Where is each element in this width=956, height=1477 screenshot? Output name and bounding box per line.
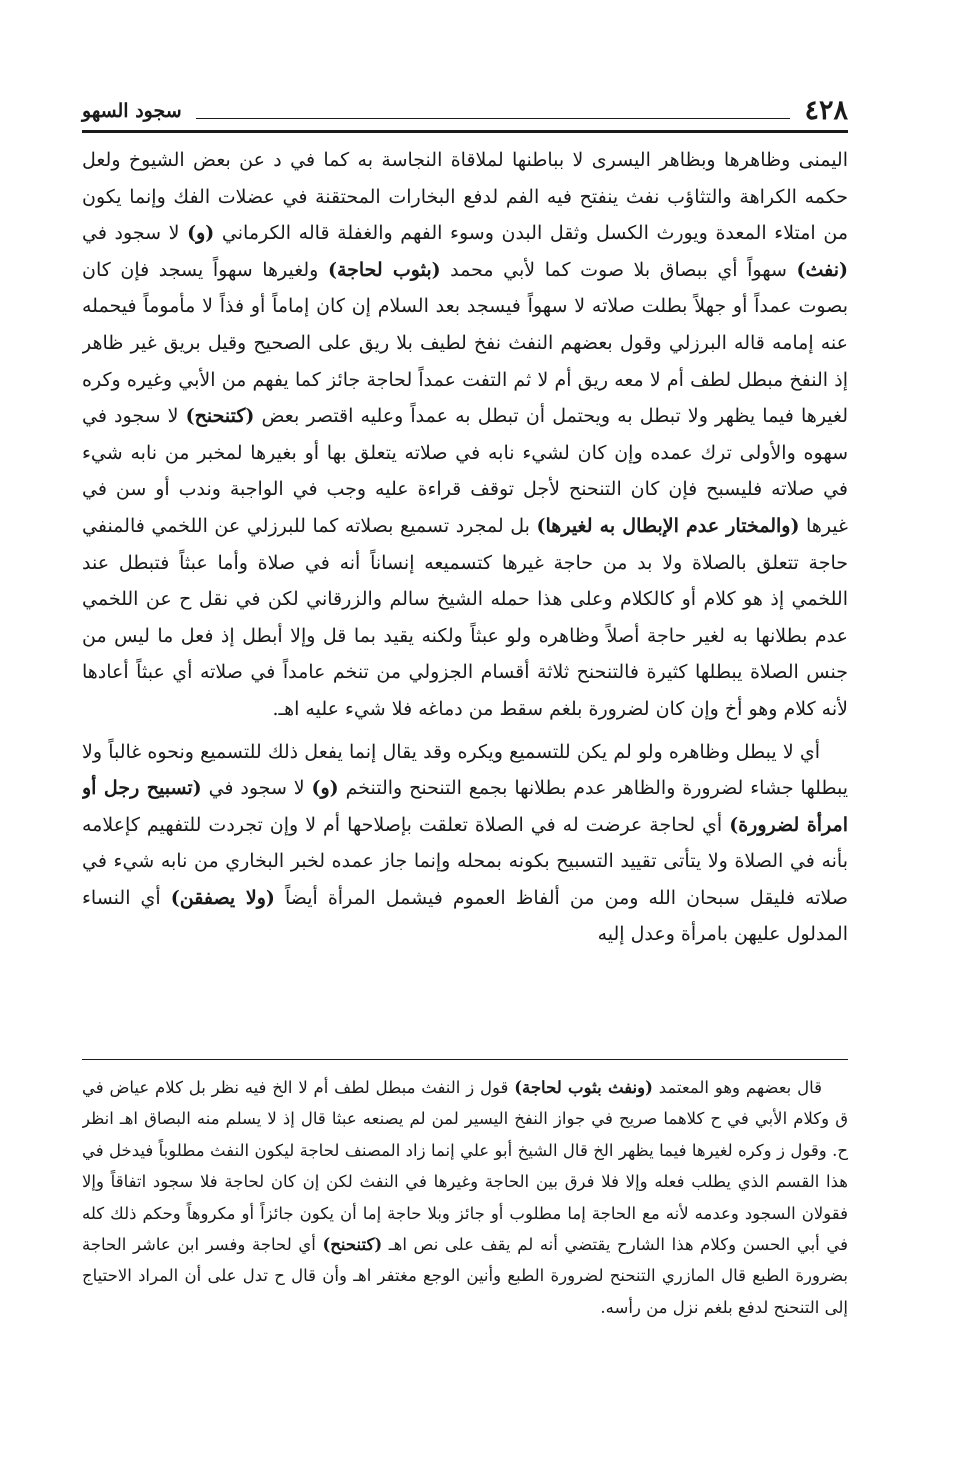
bold-term: (ونفث بثوب لحاجة) (514, 1078, 653, 1097)
paragraph-2 (82, 734, 848, 954)
text-run: أي لحاجة وفسر ابن عاشر الحاجة بضرورة الطبع قال المازري التنحنح لضرورة الطبع وأنين الوجع مغتفر اهـ وأن قال ح تدل على أن المراد الاحتياج إلى التنحنح لدفع بلغم نزل من رأسه. (82, 1235, 848, 1317)
text-run: اليمنى وظاهرها وبظاهر اليسرى لا بباطنها لملاقاة النجاسة به كما في د عن بعض الشيوخ ولعل حكمه الكراهة والتثاؤب نفث ينفتح فيه الفم لدفع البخارات المحتقنة في عضلات الفك وإنما يكون من امتلاء المعدة ويورث الكسل وثقل البدن وسوء الفهم والغفلة قاله الكرماني (82, 149, 848, 245)
paragraph-1 (82, 142, 848, 728)
bold-term: (والمختار عدم الإبطال به لغيرها) (536, 514, 800, 537)
text-run: أي لا يبطل وظاهره ولو لم يكن للتسميع ويكره وقد يقال إنما يفعل ذلك للتسميع ونحوه غالباً ولا يبطلها جشاء لضرورة والظاهر عدم بطلانها بجمع التنحنح والتنخم (82, 740, 848, 800)
header-rule (82, 130, 848, 133)
bold-term: (تسبيح رجل أو امرأة لضرورة) (82, 777, 848, 836)
text-run: أي لحاجة عرضت له في الصلاة تعلقت بإصلاحها أم لا وإن تجردت للتفهيم كإعلامه بأنه في الصلاة ولا يتأتى تقييد التسبيح بكونه بمحله وإنما جاز عمده لخبر البخاري من نابه شيء في صلاته فليقل سبحان الله ومن من ألفاظ العموم فيشمل المرأة أيضاً (82, 813, 848, 909)
header-divider (196, 118, 791, 119)
footnote (82, 1072, 848, 1392)
bold-term: (كتنحنح) (322, 1235, 383, 1255)
main-text (82, 142, 848, 1024)
text-run: لا سجود في سهوه والأولى ترك عمده وإن كان لشيء نابه في صلاته يتعلق بها أو بغيرها لمخبر من نابه شيء في صلاته فليسبح فإن كان التنحنح لأجل توقف قراءة عليه وجب في الواجبة وندب أو سن في غيرها (82, 405, 848, 537)
text-run: لا سجود في (201, 777, 312, 800)
page-header (82, 86, 848, 126)
bold-term: (بثوب لحاجة) (327, 258, 441, 281)
bold-term: (ولا يصفقن) (170, 886, 275, 909)
text-run: ولغيرها سهواً يسجد فإن كان بصوت عمداً أو جهلاً بطلت صلاته لا سهواً فيسجد بعد السلام إن كان إماماً أو فذاً لا مأموماً فيحمله عنه إمامه قاله البرزلي وقول بعضهم النفث نفخ لطيف بلا ريق على الصحيح وقيل بريق غير ظاهر إذ النفخ مبطل لطف أم لا معه ريق أم لا ثم التفت عمداً لحاجة جائز كما يفهم من الأبي وغيره وكره لغيرها فيما يظهر ولا تبطل به ويحتمل أن تبطل به عمداً وعليه اقتصر بعض (82, 258, 848, 428)
text-run: قول ز النفث مبطل لطف أم لا الخ فيه نظر بل كلام عياض في ق وكلام الأبي في ح كلاهما صريح في جواز النفخ اليسير لمن لم يصنعه عبثا قال إذ لا يسلم منه البصاق اهـ انظر ح. وقول ز وكره لغيرها فيما يظهر الخ قال الشيخ أبو علي إنما زاد المصنف لحاجة ليكون النفث مطلوباً فيدخل في هذا القسم الذي يطلب فعله وإلا فلا فرق بين الحاجة وغيرها في النفث لكن إن كان لحاجة فلا سجود اتفاقاً وإلا فقولان السجود وعدمه لأنه مع الحاجة إما مطلوب أو جائز وبلا حاجة إما أن يكون جائزاً أو مكروهاً وحكم ذلك كله في أبي الحسن وكلام هذا الشارح يقتضي أنه لم يقف على نص اهـ (82, 1078, 848, 1255)
page-number: ٤٢٨ (804, 95, 848, 126)
text-run: بل لمجرد تسميع بصلاته كما للبرزلي عن اللخمي فالمنفي حاجة تتعلق بالصلاة ولا بد من حاجة غيرها كتسميعه إنساناً أنه في صلاة وأما عبثاً فتبطل عند اللخمي إذ هو كلام أو كالكلام وعلى هذا حمله الشيخ سالم والزرقاني لكن في نقل ح عن اللخمي عدم بطلانها به لغير حاجة أصلاً وظاهره ولو عبثاً ولكنه يقيد بما قل وإلا أبطل إذ فعل ما ليس من جنس الصلاة يبطلها كثيرة فالتنحنح ثلاثة أقسام الجزولي من تنخم عامداً في صلاته أي عبثاً أعادها لأنه كلام وهو أخ وإن كان لضرورة بلغم سقط من دماغه فلا شيء عليه اهـ. (82, 514, 848, 720)
bold-term: (و) (311, 777, 339, 800)
bold-term: (نفث) (796, 258, 848, 281)
footnote-rule (82, 1059, 848, 1060)
text-run: لا سجود في (82, 222, 188, 245)
text-run: سهواً أي ببصاق بلا صوت كما لأبي محمد (440, 258, 797, 281)
text-run: قال بعضهم وهو المعتمد (652, 1078, 822, 1097)
text-run: أي النساء المدلول عليهن بامرأة وعدل إليه (82, 886, 848, 946)
footnote-paragraph (82, 1072, 848, 1323)
bold-term: (كتنحنح) (185, 405, 255, 428)
running-title: سجود السهو (82, 100, 182, 122)
bold-term: (و) (187, 222, 215, 245)
